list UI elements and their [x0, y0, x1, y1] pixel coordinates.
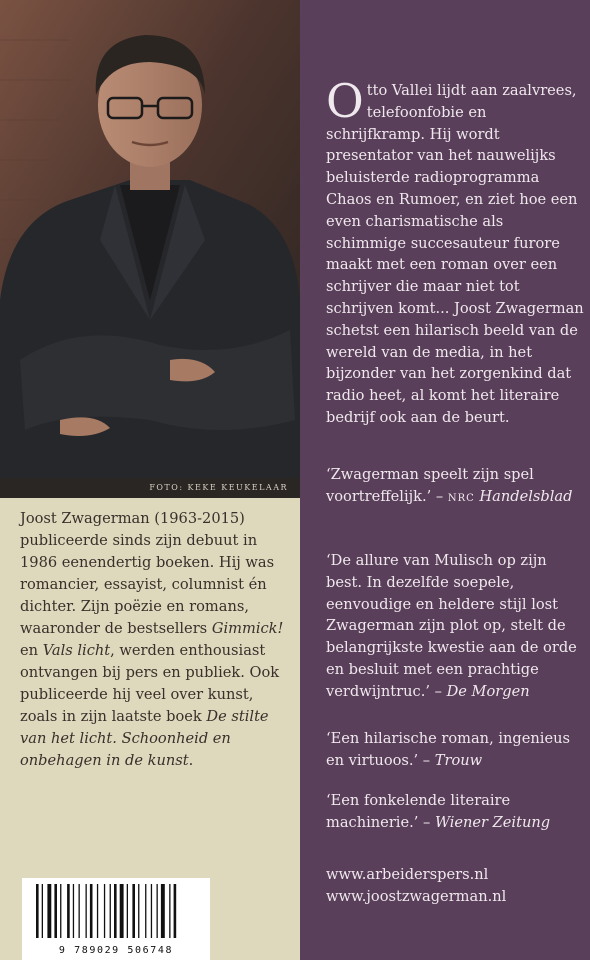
barcode-bar — [47, 884, 51, 938]
barcode-bar — [161, 884, 165, 938]
link-arbeiderspers[interactable]: www.arbeiderspers.nl — [326, 866, 489, 883]
barcode-bar — [132, 884, 135, 938]
barcode-bar — [169, 884, 170, 938]
synopsis — [326, 74, 584, 429]
barcode-bar — [114, 884, 117, 938]
bio-title-stilte: De stilte van het licht. Schoonheid en onbehagen in de kunst — [20, 708, 269, 769]
author-portrait-illustration — [0, 0, 300, 478]
barcode-bar — [60, 884, 61, 938]
photo-credit: FOTO: KEKE KEUKELAAR — [0, 478, 300, 498]
barcode-bar — [174, 884, 177, 938]
bio-text-3: , werden enthousiast ontvangen bij pers en publiek. Ook publiceerde hij veel over kunst, zoals in zijn laatste boek — [20, 642, 280, 725]
barcode-bar — [120, 884, 124, 938]
synopsis-text: tto Vallei lijdt aan zaalvrees, telefoonfobie en schrijfkramp. Hij wordt presentator van het nauwelijks beluisterde radioprogramma Chaos en Rumoer, en ziet hoe een even charismatische als schimmige succesauteur furore maakt met een roman over een schrijver die maar niet tot schrijven komt... Joost Zwagerman schetst een hilarisch beeld van de wereld van de media, in het bijzonder van het zorgenkind dat radio heet, al komt het literaire bedrijf ook aan de beurt. — [326, 82, 584, 426]
barcode-bar — [138, 884, 139, 938]
barcode-bar — [67, 884, 70, 938]
quote-text: ‘De allure van Mulisch op zijn best. In dezelfde soepele, eenvoudige en heldere stijl lost Zwagerman zijn plot op, stelt de belangrijkste kwestie aan de orde en besluit met een prachtige verdwijntruc.’ – — [326, 552, 577, 700]
review-quote-wiener-zeitung — [326, 790, 584, 834]
review-quote-nrc — [326, 464, 584, 510]
barcode-bar — [110, 884, 111, 938]
isbn-number: 9 789029 506748 — [58, 945, 174, 956]
barcode-bar — [145, 884, 146, 938]
bio-text-4: . — [188, 752, 194, 769]
quote-source: Trouw — [434, 751, 483, 769]
website-links — [326, 864, 584, 908]
barcode-bar — [73, 884, 74, 938]
barcode-bar — [54, 884, 57, 938]
quote-text: ‘Zwagerman speelt zijn spel voortreffelijk.’ – — [326, 466, 534, 505]
quote-source-nrc: NRC — [447, 492, 475, 504]
barcode-bar — [79, 884, 80, 938]
barcode-bar — [42, 884, 43, 938]
barcode-bar — [151, 884, 152, 938]
barcode-bar — [127, 884, 128, 938]
link-joostzwagerman[interactable]: www.joostzwagerman.nl — [326, 888, 507, 905]
author-bio — [20, 508, 292, 772]
bio-text-2: en — [20, 642, 43, 659]
barcode-bar — [90, 884, 93, 938]
quote-text: ‘Een fonkelende literaire machinerie.’ – — [326, 792, 511, 831]
bio-text-1: Joost Zwagerman (1963-2015) publiceerde sinds zijn debuut in 1986 eenendertig boeken. Hij was romancier, essayist, columnist én dichter. Zijn poëzie en romans, waaronder de bestsellers — [20, 510, 275, 637]
quote-source: Handelsblad — [474, 487, 573, 505]
review-quote-trouw — [326, 728, 584, 772]
barcode — [22, 878, 210, 960]
quote-source: De Morgen — [446, 682, 530, 700]
right-column — [300, 0, 590, 960]
quote-text: ‘Een hilarische roman, ingenieus en virtuoos.’ – — [326, 730, 570, 769]
bio-title-gimmick: Gimmick! — [211, 620, 284, 637]
review-quote-de-morgen — [326, 550, 584, 703]
barcode-bar — [36, 884, 39, 938]
barcode-bars — [22, 878, 210, 942]
barcode-bar — [97, 884, 98, 938]
bio-title-vals-licht: Vals licht — [42, 642, 111, 659]
barcode-bar — [104, 884, 105, 938]
quote-source: Wiener Zeitung — [434, 813, 551, 831]
author-photo — [0, 0, 300, 478]
drop-cap: O — [326, 74, 364, 128]
barcode-bar — [86, 884, 87, 938]
barcode-bar — [157, 884, 158, 938]
